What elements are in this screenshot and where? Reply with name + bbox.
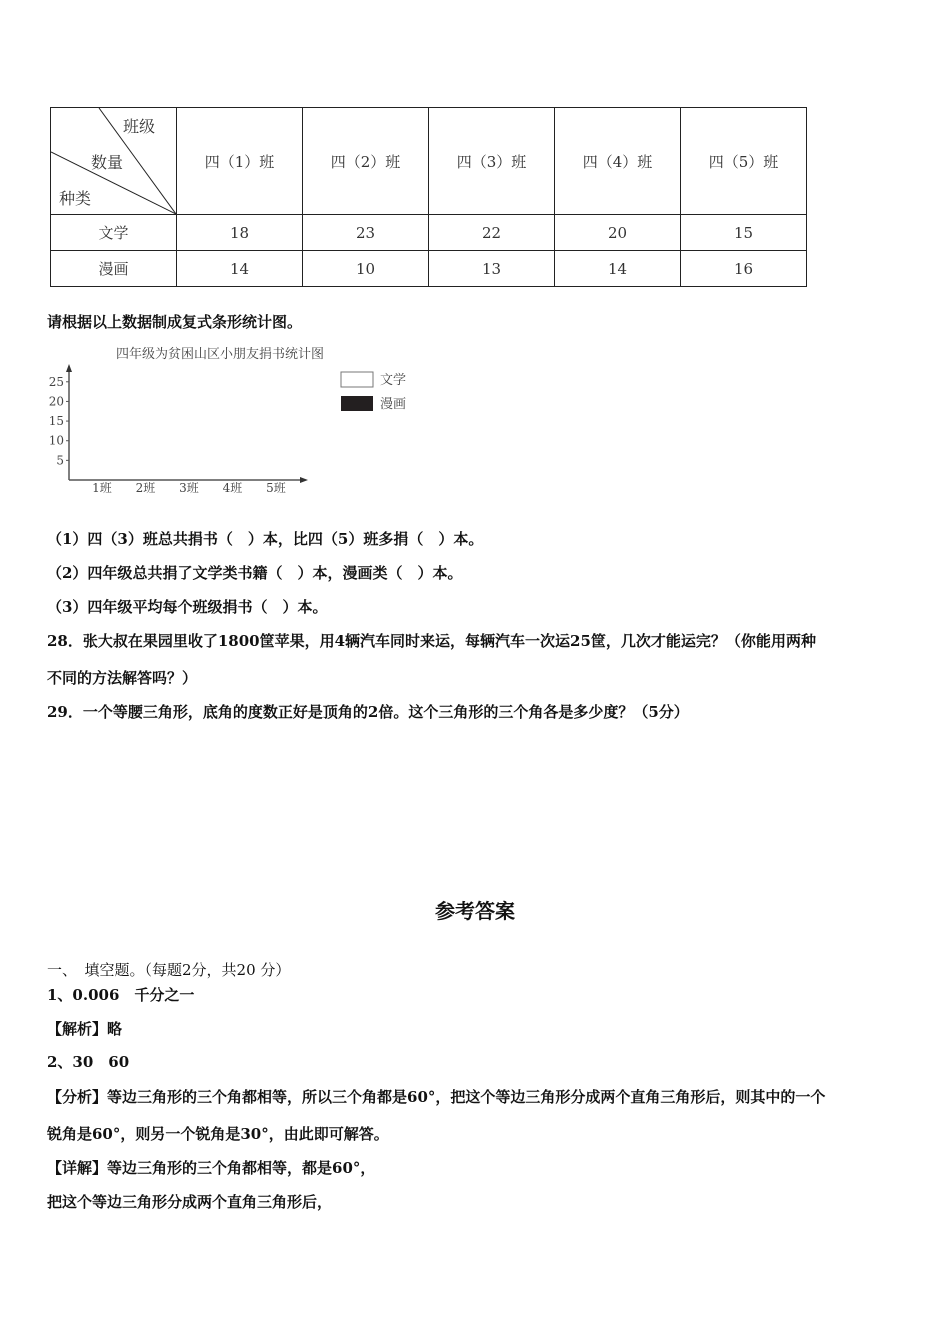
answers-title: 参考答案 [435,899,515,923]
answer-line: 2、30 60 [47,1053,130,1071]
question-28: 28．张大叔在果园里收了1800筐苹果，用4辆汽车同时来运，每辆汽车一次运25筐，几次才能运完？（你能用两种 [47,632,816,650]
column-header: 四（2）班 [303,108,429,215]
blank-bar-chart [40,340,420,500]
cell: 14 [177,251,303,287]
cell: 22 [429,215,555,251]
x-tick-label: 4班 [222,481,243,495]
y-tick-label: 5 [56,453,64,468]
answer-line: 【分析】等边三角形的三个角都相等，所以三个角都是60°，把这个等边三角形分成两个直角三角形后，则其中的一个 [47,1088,826,1106]
donation-table [50,107,807,287]
corner-middle: 数量 [91,153,124,172]
cell: 13 [429,251,555,287]
y-axis-arrow-icon [66,364,72,372]
table-row [51,215,807,251]
section-heading: 一、 填空题。（每题2分，共20 分） [47,961,291,979]
column-header: 四（5）班 [681,108,807,215]
y-tick-label: 20 [48,394,64,409]
cell: 23 [303,215,429,251]
answer-line: 把这个等边三角形分成两个直角三角形后， [47,1193,333,1211]
cell: 18 [177,215,303,251]
x-tick-label: 5班 [266,481,286,495]
x-tick-label: 1班 [92,481,112,495]
answer-line: 1、0.006 千分之一 [47,986,195,1004]
table-row [51,251,807,287]
x-tick-label: 3班 [179,481,199,495]
column-header: 四（4）班 [555,108,681,215]
legend-label: 漫画 [380,397,407,412]
y-tick-label: 10 [48,433,64,448]
legend-label: 文学 [380,373,407,388]
y-tick-label: 15 [48,414,64,429]
question-28-cont: 不同的方法解答吗？） [47,669,198,687]
cell: 15 [681,215,807,251]
corner-top: 班级 [123,117,156,136]
row-label: 文学 [51,215,177,251]
row-label: 漫画 [51,251,177,287]
corner-cell [51,108,177,215]
answer-line: 锐角是60°，则另一个锐角是30°，由此即可解答。 [47,1125,389,1143]
question-1: （1）四（3）班总共捐书（ ）本，比四（5）班多捐（ ）本。 [47,530,484,548]
legend-swatch-wenxue [341,372,373,387]
question-3: （3）四年级平均每个班级捐书（ ）本。 [47,598,328,616]
answer-line: 【解析】略 [47,1020,123,1038]
x-tick-label: 2班 [135,481,156,495]
column-header: 四（3）班 [429,108,555,215]
column-header: 四（1）班 [177,108,303,215]
cell: 14 [555,251,681,287]
answer-line: 【详解】等边三角形的三个角都相等，都是60°， [47,1159,376,1177]
instruction: 请根据以上数据制成复式条形统计图。 [47,313,303,331]
x-axis-arrow-icon [300,477,308,483]
chart-title: 四年级为贫困山区小朋友捐书统计图 [115,347,325,362]
question-29: 29．一个等腰三角形，底角的度数正好是顶角的2倍。这个三角形的三个角各是多少度？（5分） [47,703,689,721]
cell: 16 [681,251,807,287]
legend-swatch-manhua [341,396,373,411]
question-2: （2）四年级总共捐了文学类书籍（ ）本，漫画类（ ）本。 [47,564,463,582]
cell: 10 [303,251,429,287]
corner-bottom: 种类 [59,189,92,208]
cell: 20 [555,215,681,251]
y-tick-label: 25 [48,374,64,389]
